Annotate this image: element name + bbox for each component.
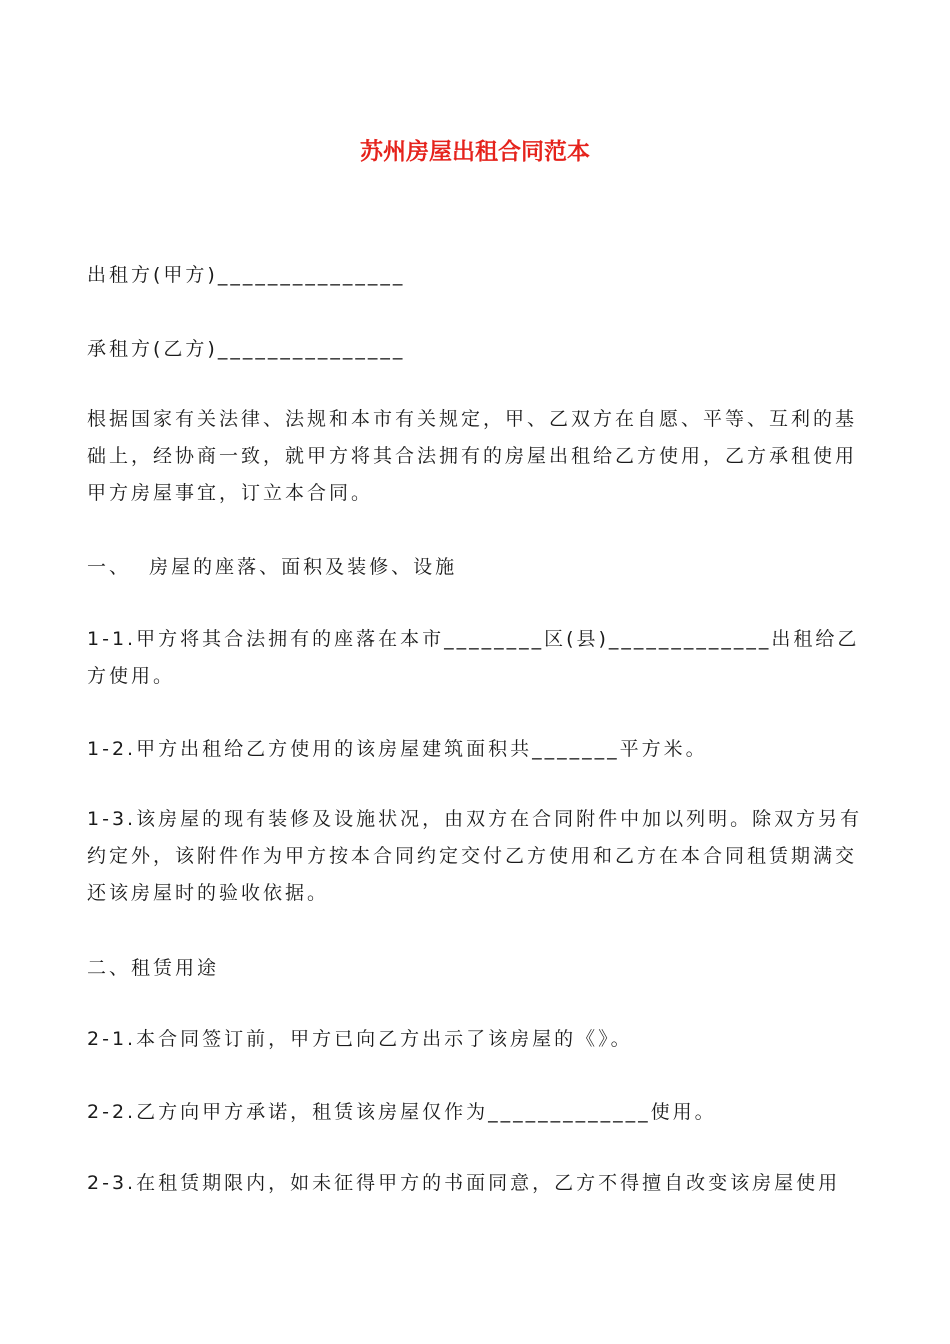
document-title: 苏州房屋出租合同范本 [360,139,590,165]
intro-paragraph: 根据国家有关法律、法规和本市有关规定，甲、乙双方在自愿、平等、互利的基础上，经协商一致，就甲方将其合法拥有的房屋出租给乙方使用，乙方承租使用甲方房屋事宜，订立本合同。 [87,408,858,504]
party-a-line: 出租方(甲方)_______________ [87,264,406,286]
clause-1-3: 1-3.该房屋的现有装修及设施状况，由双方在合同附件中加以列明。除双方另有约定外，该附件作为甲方按本合同约定交付乙方使用和乙方在本合同租赁期满交还该房屋时的验收依据。 [87,808,863,904]
clause-1-2: 1-2.甲方出租给乙方使用的该房屋建筑面积共_______平方米。 [87,738,708,760]
clause-2-3: 2-3.在租赁期限内，如未征得甲方的书面同意，乙方不得擅自改变该房屋使用 [87,1172,841,1194]
clause-2-1: 2-1.本合同签订前，甲方已向乙方出示了该房屋的《》。 [87,1028,633,1050]
section-heading-1: 一、 房屋的座落、面积及装修、设施 [87,556,458,578]
section-heading-2: 二、租赁用途 [87,957,220,979]
clause-1-1: 1-1.甲方将其合法拥有的座落在本市________区(县)_____________出租给乙方使用。 [87,628,860,687]
party-b-line: 承租方(乙方)_______________ [87,338,406,360]
clause-2-2: 2-2.乙方向甲方承诺，租赁该房屋仅作为_____________使用。 [87,1101,717,1123]
